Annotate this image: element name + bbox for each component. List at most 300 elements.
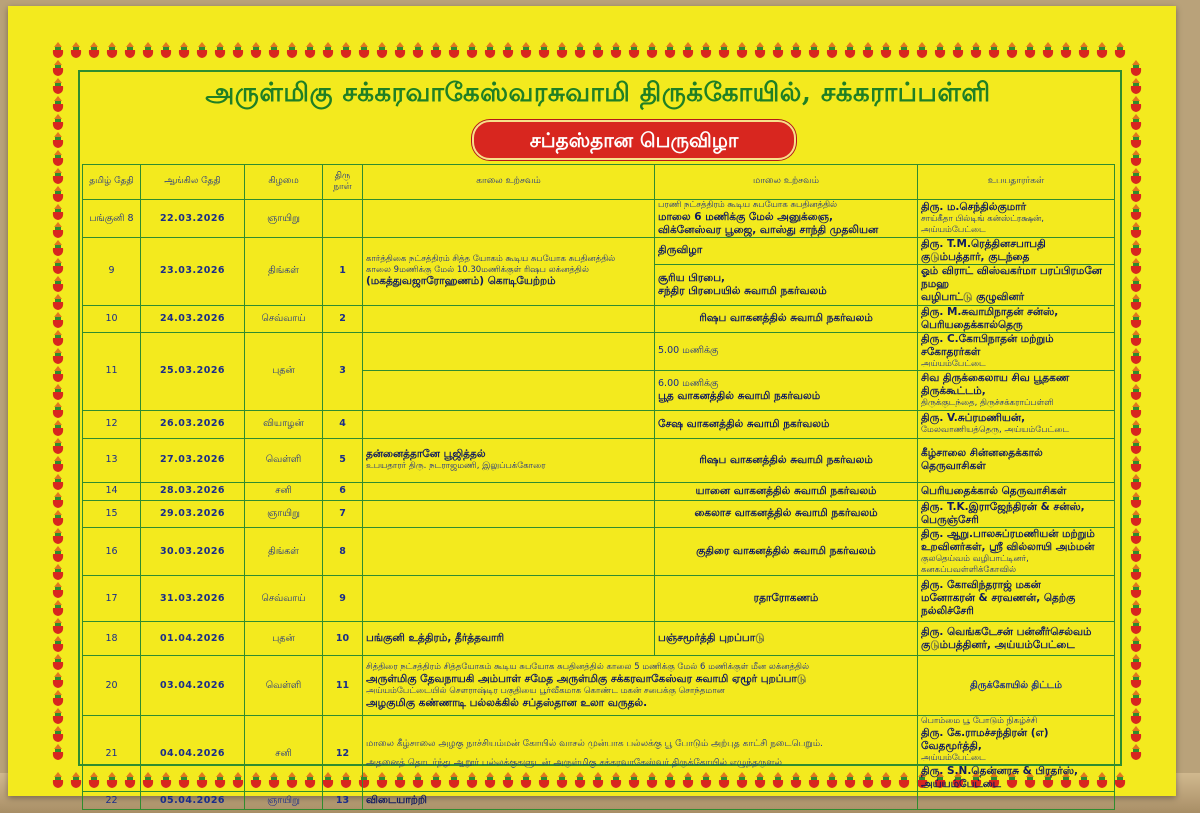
sponsor-line: வழிபாட்டு குழுவினர் [921,291,1025,304]
kalasam-ornament [107,42,117,58]
sponsor-line: மேலவாணியத்தெரு, அய்யம்பேட்டை [921,425,1070,436]
temple-scheme-label: திருக்கோயில் திட்டம் [970,679,1062,691]
kalasam-ornament [53,258,63,274]
morning-cell [363,622,655,656]
festival-day-cell: 12 [323,716,363,792]
kalasam-ornament [71,42,81,58]
kalasam-ornament [215,42,225,58]
morning-cell [363,332,655,370]
kalasam-ornament [305,42,315,58]
sponsor-line: பொம்மை பூ போடும் நிகழ்ச்சி [921,716,1038,727]
kalasam-ornament [323,42,333,58]
morning-cell [363,576,655,622]
festival-day-cell: 2 [323,305,363,332]
table-row [83,438,1115,482]
sponsor-cell [918,500,1115,527]
kalasam-ornament [53,186,63,202]
tamil-date-cell: 16 [83,527,141,576]
kalasam-ornament [161,42,171,58]
kalasam-ornament [1131,150,1141,166]
kalasam-ornament [53,582,63,598]
morning-line: (மகத்துவஜாரோஹணம்) கொடியேற்றம் [366,275,556,288]
sponsor-line: அய்யம்பேட்டை [921,753,986,764]
tamil-date-cell: 22 [83,792,141,810]
sponsor-line: திருக்குடந்தை, திருச்சக்கராப்பள்ளி [921,397,1054,408]
sponsor-line: திரு. C.கோபிநாதன் மற்றும் சகோதரர்கள் [921,332,1054,358]
col-english-date: ஆங்கில தேதி [141,165,245,200]
evening-line: 5.00 மணிக்கு [658,345,719,357]
kalasam-ornament [53,772,63,788]
sponsor-line: திரு. கே.ராமச்சந்திரன் (எ) வேதமூர்த்தி, [921,727,1049,753]
date-cell: 29.03.2026 [141,500,245,527]
kalasam-ornament [1131,204,1141,220]
table-row [83,410,1115,438]
kalasam-ornament [197,42,207,58]
sponsor-cell [918,792,1115,810]
sponsor-line: அய்யம்பேட்டை [921,359,986,369]
evening-cell [655,482,918,500]
sponsor-cell [918,622,1115,656]
sponsor-line: திரு. M.சுவாமிநாதன் சன்ஸ், பெரியதைக்கால்தெரு [921,305,1059,331]
kalasam-ornament [269,42,279,58]
kalasam-ornament [557,42,567,58]
kalasam-ornament [1131,528,1141,544]
day-cell: செவ்வாய் [245,305,323,332]
festival-day-cell: 13 [323,792,363,810]
kalasam-ornament [539,42,549,58]
tamil-date-cell: 12 [83,410,141,438]
table-row [83,792,1115,810]
kalasam-ornament [53,456,63,472]
evening-cell [655,527,918,576]
tamil-date-cell: 18 [83,622,141,656]
kalasam-ornament [1131,726,1141,742]
festival-day-cell: 5 [323,438,363,482]
kalasam-ornament [1131,276,1141,292]
kalasam-ornament [1025,42,1035,58]
procession-line: அழகுமிகு கண்ணாடி பல்லக்கில் சப்தஸ்தான உலா வருதல். [366,696,648,709]
kalasam-ornament [179,42,189,58]
tamil-date-cell: 11 [83,332,141,410]
kalasam-ornament [1131,240,1141,256]
kalasam-ornament [1131,294,1141,310]
kalasam-ornament [647,42,657,58]
morning-cell [363,527,655,576]
kalasam-ornament [611,42,621,58]
kalasam-ornament [665,42,675,58]
date-cell: 31.03.2026 [141,576,245,622]
tamil-date-cell: 15 [83,500,141,527]
kalasam-ornament [395,42,405,58]
col-evening: மாலை உற்சவம் [655,165,918,200]
date-cell: 04.04.2026 [141,716,245,792]
day-cell: வெள்ளி [245,656,323,716]
evening-line: பஞ்சமூர்த்தி புறப்பாடு [658,632,765,645]
festival-day-cell: 1 [323,237,363,305]
kalasam-ornament [233,42,243,58]
morning-cell [363,438,655,482]
evening-cell [655,200,918,238]
morning-line: காலை 9மணிக்கு மேல் 10.30மணிக்குள் ரிஷப லக்னத்தில் [366,264,589,275]
col-tamil-date: தமிழ் தேதி [83,165,141,200]
evening-cell [655,622,918,656]
kalasam-ornament [521,42,531,58]
sponsor-cell [918,305,1115,332]
kalasam-ornament [1131,258,1141,274]
procession-line: அருள்மிகு தேவநாயகி அம்பாள் சமேத அருள்மிகு சக்கரவாகேஸ்வர சுவாமி ஏழூர் புறப்பாடு [366,672,807,685]
kalasam-ornament [53,438,63,454]
kalasam-ornament [287,42,297,58]
table-row [83,305,1115,332]
day-cell: சனி [245,482,323,500]
sponsor-line: திரு. V.சுப்ரமணியன், [921,412,1026,425]
kalasam-ornament [359,42,369,58]
kalasam-ornament [1131,582,1141,598]
sponsor-cell [918,438,1115,482]
sponsor-line: திரு. ம.செந்தில்குமார் [921,201,1027,214]
day-cell: திங்கள் [245,237,323,305]
morning-line: கார்த்திகை நட்சத்திரம் சித்த யோகம் கூடிய சுபயோக சுபதினத்தில் [366,254,616,264]
kalasam-ornament [53,240,63,256]
kalasam-ornament [1007,42,1017,58]
day-cell: புதன் [245,332,323,410]
procession-cell [363,656,918,716]
evening-line: ரதாரோகணம் [753,592,819,605]
evening-cell [655,332,918,370]
procession-line: அய்யம்பேட்டையில் சௌராஷ்டிர பகுதியை பூர்வீகமாக கொண்ட மகன் சபைக்கு சொந்தமான [366,685,725,696]
tamil-date-cell: 14 [83,482,141,500]
evening-line: கைலாச வாகனத்தில் சுவாமி நகர்வலம் [694,507,878,520]
sponsor-line: குடும்பத்தினர், அய்யம்பேட்டை [921,638,1075,651]
evening-line: ரிஷப வாகனத்தில் சுவாமி நகர்வலம் [699,453,873,466]
kalasam-ornament [917,42,927,58]
morning-cell [363,410,655,438]
day-cell: செவ்வாய் [245,576,323,622]
kalasam-ornament [89,42,99,58]
kalasam-ornament [1097,42,1107,58]
procession-line: மாலை கீழ்சாலை அழகு நாச்சியம்மன் கோயில் வாசல் முன்பாக பல்லக்கு பூ போடும் அற்புத காட்சி நடைபெறும். [366,738,823,749]
kalasam-ornament [53,348,63,364]
sponsor-line: திரு. கோவிந்தராஜ் மகன் [921,579,1041,592]
procession-line: சித்திரை நட்சத்திரம் சித்தயோகம் கூடிய சுபயோக சுபதினத்தில் காலை 5 மணிக்கு மேல் 6 மணிக்குள் மீன லக்னத்தில் [366,662,810,673]
kalasam-ornament [53,618,63,634]
kalasam-ornament [863,42,873,58]
kalasam-ornament [629,42,639,58]
sponsor-line: சிவ திருக்கைலாய சிவ பூதகண திருக்கூட்டம், [921,371,1070,397]
table-header [83,165,1115,200]
table-row [83,237,1115,264]
kalasam-ornament [53,60,63,76]
day-cell: ஞாயிறு [245,792,323,810]
kalasam-ornament [413,42,423,58]
kalasam-ornament [1131,600,1141,616]
sponsor-cell [918,332,1115,370]
kalasam-ornament [53,708,63,724]
col-festival-day: திரு நாள் [323,165,363,200]
date-cell: 25.03.2026 [141,332,245,410]
sponsor-cell [918,656,1115,716]
temple-title: அருள்மிகு சக்கரவாகேஸ்வரசுவாமி திருக்கோயில், சக்கராப்பள்ளி [205,78,991,108]
sponsor-cell [918,716,1115,765]
kalasam-ornament [1061,42,1071,58]
kalasam-ornament [1131,348,1141,364]
kalasam-ornament [1131,510,1141,526]
table-row [83,200,1115,238]
evening-line: யானை வாகனத்தில் சுவாமி நகர்வலம் [695,484,877,497]
kalasam-ornament [467,42,477,58]
kalasam-ornament [935,42,945,58]
kalasam-ornament [755,42,765,58]
morning-cell [363,482,655,500]
day-cell: ஞாயிறு [245,500,323,527]
kalasam-ornament [53,42,63,58]
kalasam-ornament [53,474,63,490]
kalasam-ornament [53,744,63,760]
table-row [83,656,1115,716]
day-cell: சனி [245,716,323,792]
morning-cell [363,500,655,527]
date-cell: 24.03.2026 [141,305,245,332]
procession-cell [363,792,918,810]
kalasam-ornament [1131,384,1141,400]
festival-day-cell: 7 [323,500,363,527]
kalasam-ornament [1131,78,1141,94]
kalasam-ornament [683,42,693,58]
kalasam-ornament [1115,772,1125,788]
kalasam-ornament [989,42,999,58]
tamil-date-cell: பங்குனி 8 [83,200,141,238]
kalasam-ornament [53,510,63,526]
kalasam-ornament [53,546,63,562]
kalasam-ornament [53,204,63,220]
kalasam-ornament [251,42,261,58]
evening-line: பரணி நட்சத்திரம் கூடிய சுபயோக சுபதினத்தில் [658,200,838,210]
morning-line: பங்குனி உத்திரம், தீர்த்தவாரி [366,632,505,645]
table-row [83,500,1115,527]
tamil-date-cell: 10 [83,305,141,332]
sponsor-line: திரு. T.K.இராஜேந்திரன் & சன்ஸ், பெருஞ்சேரி [921,500,1085,526]
kalasam-ornament [1131,312,1141,328]
kalasam-ornament [53,402,63,418]
festival-day-cell: 9 [323,576,363,622]
kalasam-ornament [1131,546,1141,562]
evening-line: சந்திர பிரபையில் சுவாமி நகர்வலம் [658,284,827,297]
kalasam-ornament [1131,402,1141,418]
morning-cell [363,370,655,410]
tamil-date-cell: 21 [83,716,141,792]
kalasam-ornament [53,330,63,346]
sponsor-cell [918,482,1115,500]
kalasam-ornament [953,42,963,58]
tamil-date-cell: 17 [83,576,141,622]
kalasam-ornament [575,42,585,58]
kalasam-ornament [53,654,63,670]
kalasam-ornament [485,42,495,58]
sponsor-line: ஓம் விராட் விஸ்வகர்மா பரப்பிரமனே நமஹ [921,265,1102,291]
evening-cell [655,370,918,410]
table-row [83,716,1115,765]
kalasam-ornament [503,42,513,58]
col-morning: காலை உற்சவம் [363,165,655,200]
morning-cell [363,305,655,332]
evening-line: சூரிய பிரபை, [658,271,726,284]
kalasam-ornament [737,42,747,58]
festival-day-cell: 11 [323,656,363,716]
kalasam-ornament [53,222,63,238]
kalasam-ornament [53,132,63,148]
kalasam-ornament [1079,42,1089,58]
date-cell: 05.04.2026 [141,792,245,810]
evening-cell [655,500,918,527]
sponsor-line: திரு. S.N.தென்னரசு & பிரதர்ஸ், அய்யம்பேட்டை [921,764,1079,790]
kalasam-ornament [1131,330,1141,346]
date-cell: 28.03.2026 [141,482,245,500]
sponsor-cell [918,237,1115,264]
evening-line: திருவிழா [658,244,703,257]
kalasam-ornament [1131,168,1141,184]
table-row [83,482,1115,500]
festival-day-cell: 6 [323,482,363,500]
kalasam-ornament [1131,474,1141,490]
kalasam-ornament [1131,456,1141,472]
schedule-table [82,164,1115,810]
day-cell: வியாழன் [245,410,323,438]
sponsor-cell [918,576,1115,622]
kalasam-ornament [1131,420,1141,436]
evening-cell [655,237,918,264]
table-row [83,622,1115,656]
festival-day-cell [323,200,363,238]
evening-line: ரிஷப வாகனத்தில் சுவாமி நகர்வலம் [699,312,873,325]
sponsor-line: பெரியதைக்கால் தெருவாசிகள் [921,484,1067,497]
evening-line: குதிரை வாகனத்தில் சுவாமி நகர்வலம் [696,545,876,558]
morning-cell [363,200,655,238]
kalasam-ornament [1131,114,1141,130]
kalasam-ornament [1131,708,1141,724]
kalasam-ornament [881,42,891,58]
kalasam-ornament [53,690,63,706]
kalasam-ornament [1131,618,1141,634]
kalasam-ornament [899,42,909,58]
tamil-date-cell: 9 [83,237,141,305]
evening-line: 6.00 மணிக்கு [658,377,719,389]
kalasam-ornament [1131,60,1141,76]
evening-cell [655,305,918,332]
kalasam-ornament [1131,186,1141,202]
date-cell: 23.03.2026 [141,237,245,305]
sponsor-cell [918,200,1115,238]
kalasam-ornament [1131,672,1141,688]
festival-name-badge: சப்தஸ்தான பெருவிழா [472,120,796,160]
kalasam-ornament [53,636,63,652]
kalasam-ornament [1131,438,1141,454]
table-row [83,332,1115,370]
kalasam-ornament [827,42,837,58]
kalasam-ornament [53,78,63,94]
festival-day-cell: 3 [323,332,363,410]
kalasam-ornament [845,42,855,58]
kalasam-ornament [53,96,63,112]
festival-day-cell: 10 [323,622,363,656]
day-cell: திங்கள் [245,527,323,576]
procession-cell [363,716,918,792]
sponsor-line: உறவினர்கள், ஸ்ரீ வில்லாயி அம்மன் [921,541,1095,553]
kalasam-ornament [1131,366,1141,382]
kalasam-ornament [1131,690,1141,706]
kalasam-ornament [791,42,801,58]
morning-line: தன்னைத்தானே பூஜித்தல் [366,448,486,461]
kalasam-ornament [53,564,63,580]
kalasam-ornament [1131,744,1141,760]
kalasam-ornament [1131,654,1141,670]
festival-day-cell: 8 [323,527,363,576]
date-cell: 27.03.2026 [141,438,245,482]
festival-day-cell: 4 [323,410,363,438]
kalasam-ornament [53,492,63,508]
sponsor-cell [918,410,1115,438]
day-cell: புதன் [245,622,323,656]
day-cell: ஞாயிறு [245,200,323,238]
kalasam-ornament [1043,42,1053,58]
kalasam-ornament [53,726,63,742]
evening-line: சேஷ வாகனத்தில் சுவாமி நகர்வலம் [658,417,830,430]
kalasam-ornament [53,384,63,400]
date-cell: 03.04.2026 [141,656,245,716]
evening-line: பூத வாகனத்தில் சுவாமி நகர்வலம் [658,389,821,402]
tamil-date-cell: 20 [83,656,141,716]
kalasam-ornament [125,42,135,58]
table-row [83,576,1115,622]
kalasam-ornament [53,276,63,292]
sponsor-line: திரு. ஆறு.பாலசுப்ரமணியன் மற்றும் [921,527,1095,540]
kalasam-ornament [1131,96,1141,112]
col-sponsors: உபயதாரர்கள் [918,165,1115,200]
kalasam-ornament [53,600,63,616]
morning-line: உபயதாரர் திரு. நடராஜமணி, இலுப்பக்கோரை [366,461,546,472]
kalasam-ornament [593,42,603,58]
kalasam-ornament [53,294,63,310]
procession-line: அதனைத் தொடர்ந்து ஆறூர் பல்லக்குகளுடன் அருள்மிகு சக்கரவாகேஸ்வர் திருக்கோயில் எழுந்தருளல் [366,757,782,768]
festival-poster [8,6,1176,807]
kalasam-ornament [431,42,441,58]
day-cell: வெள்ளி [245,438,323,482]
date-cell: 26.03.2026 [141,410,245,438]
evening-line: விக்னேஸ்வர பூஜை, வாஸ்து சாந்தி முதலியன [658,223,879,236]
kalasam-ornament [719,42,729,58]
kalasam-ornament [1131,222,1141,238]
sponsor-cell [918,527,1115,576]
kalasam-ornament [809,42,819,58]
kalasam-ornament [53,672,63,688]
tamil-date-cell: 13 [83,438,141,482]
evening-cell [655,576,918,622]
sponsor-cell [918,764,1115,791]
kalasam-ornament [1131,132,1141,148]
sponsor-cell [918,370,1115,410]
kalasam-ornament [971,42,981,58]
kalasam-ornament [53,312,63,328]
sponsor-line: திரு. வெங்கடேசன் பன்னீர்செல்வம் [921,625,1092,638]
evening-line: மாலை 6 மணிக்கு மேல் அனுக்ஞை, [658,210,833,223]
evening-cell [655,438,918,482]
procession-line: விடையாற்றி [366,794,427,807]
sponsor-cell [918,265,1115,305]
date-cell: 01.04.2026 [141,622,245,656]
date-cell: 22.03.2026 [141,200,245,238]
date-cell: 30.03.2026 [141,527,245,576]
table-row [83,527,1115,576]
kalasam-ornament [71,772,81,788]
